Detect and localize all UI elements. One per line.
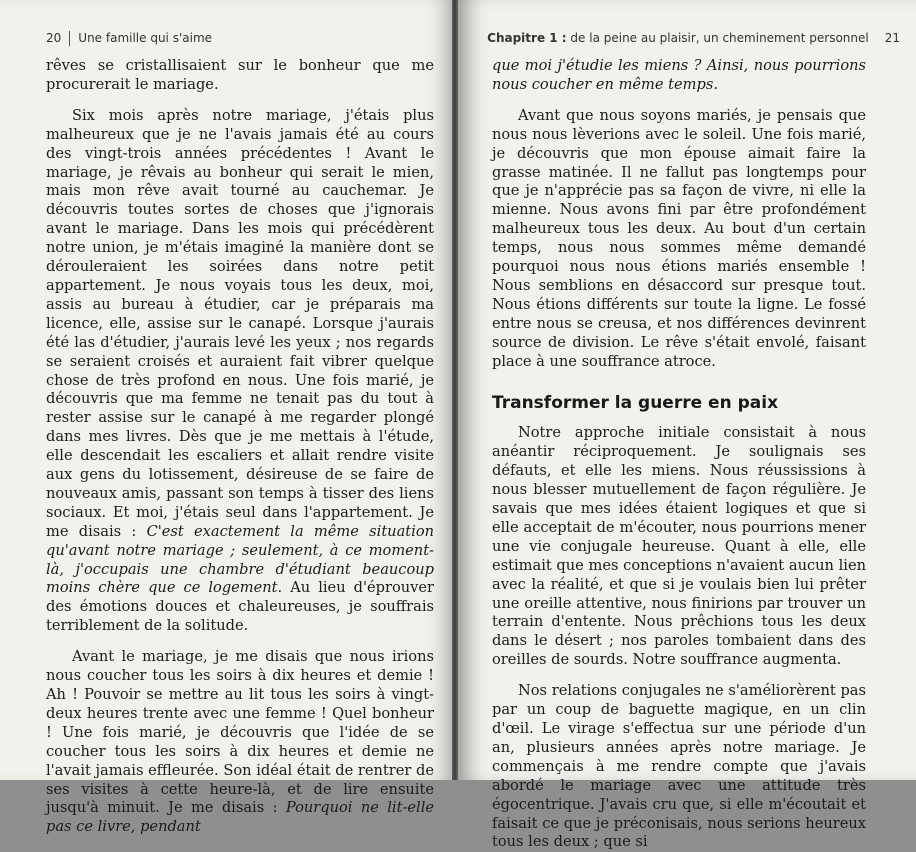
right-body-text bbox=[492, 57, 866, 852]
paragraph: Avant le mariage, je me disais que nous irions nous coucher tous les soirs à dix heures et demie ! Ah ! Pouvoir se mettre au lit tous les soirs à vingt-deux heures trente avec une femme ! Quel bonheur ! Une fois marié, je découvris que l'idée de se coucher tous les soirs à dix heures et demie ne l'avait jamais effleurée. Son idéal était de rentrer de ses visites à cette heure-là, et de lire ensuite jusqu'à minuit. Je me disais : Pourquoi ne lit-elle pas ce livre, pendant bbox=[46, 648, 434, 836]
paragraph: rêves se cristallisaient sur le bonheur que me procurerait le mariage. bbox=[46, 57, 434, 93]
left-running-title: Une famille qui s'aime bbox=[78, 31, 213, 45]
right-running-title: de la peine au plaisir, un cheminement personnel bbox=[570, 31, 869, 45]
paragraph: Notre approche initiale consistait à nous anéantir réciproquement. Je soulignais ses défauts, et elle les miens. Nous réussissions à nous blesser mutuellement de façon régulière. Je savais que mes idées étaient logiques et que si elle acceptait de m'écouter, nous pourrions mener une vie conjugale heureuse. Quant à elle, elle estimait que mes conceptions n'avaient aucun lien avec la réalité, et que si je voulais bien lui prêter une oreille attentive, nous finirions par trouver un terrain d'entente. Nous prêchions tous les deux dans le désert ; nos paroles tombaient dans des oreilles de sourds. Notre souffrance augmenta. bbox=[492, 424, 866, 669]
section-heading: Transformer la guerre en paix bbox=[492, 392, 779, 413]
italic-quote: que moi j'étudie les miens ? Ainsi, nous pourrions nous coucher en même temps. bbox=[492, 57, 866, 93]
running-title-chapter: Chapitre 1 : bbox=[487, 31, 567, 45]
italic-quote: Pourquoi ne lit-elle pas ce livre, pendant bbox=[46, 799, 434, 836]
paragraph: Nos relations conjugales ne s'améliorèrent pas par un coup de baguette magique, en un clin d'œil. Le virage s'effectua sur une période d'un an, plusieurs années après notre mariage. Je commençais à me rendre compte que j'avais abordé le mariage avec une attitude très égocentrique. J'avais cru que, si elle m'écoutait et faisait ce que je préconisais, nous serions heureux tous les deux ; que si bbox=[492, 682, 866, 851]
running-head-divider bbox=[69, 31, 70, 46]
left-page bbox=[0, 0, 452, 836]
left-running-head bbox=[46, 28, 442, 48]
left-page-number: 20 bbox=[46, 31, 62, 45]
right-running-head bbox=[487, 28, 904, 48]
italic-quote: C'est exactement la même situation qu'avant notre mariage ; seulement, à ce moment-là, j'occupais une chambre d'étudiant beaucoup moins chère que ce logement. bbox=[46, 522, 434, 597]
left-body-text bbox=[46, 57, 434, 837]
right-page bbox=[458, 0, 916, 851]
paragraph: Six mois après notre mariage, j'étais plus malheureux que je ne l'avais jamais été au cours des vingt-trois années précédentes ! Avant le mariage, je rêvais au bonheur qui serait le mien, mais mon rêve avait tourné au cauchemar. Je découvris toutes sortes de choses que j'ignorais avant le mariage. Dans les mois qui précédèrent notre union, je m'étais imaginé la manière dont se dérouleraient les soirées dans notre petit appartement. Je nous voyais tous les deux, moi, assis au bureau à étudier, car je préparais ma licence, elle, assise sur le canapé. Lorsque j'aurais été las d'étudier, j'aurais levé les yeux ; nos regards se seraient croisés et auraient fait vibrer quelque chose de très profond en nous. Une fois marié, je découvris que ma femme ne tenait pas du tout à rester assise sur le canapé à me regarder plongé dans mes livres. Dès que je me mettais à l'étude, elle descendait les escaliers et allait rendre visite aux gens du lotissement, désireuse de se faire de nouveaux amis, passant son temps à tisser des liens sociaux. Et moi, j'étais seul dans l'appartement. Je me disais : C'est exactement la même situation qu'avant notre mariage ; seulement, à ce moment-là, j'occupais une chambre d'étudiant beaucoup moins chère que ce logement. Au lieu d'éprouver des émotions douces et chaleureuses, je souffrais terriblement de la solitude. bbox=[46, 106, 434, 635]
right-page-number: 21 bbox=[884, 31, 900, 45]
paragraph bbox=[492, 57, 866, 95]
paragraph: Avant que nous soyons mariés, je pensais que nous nous lèverions avec le soleil. Une fois marié, je découvris que mon épouse aimait faire la grasse matinée. Il ne fallut pas longtemps pour que je n'apprécie pas sa façon de vivre, ni elle la mienne. Nous avons fini par être profondément malheureux tous les deux. Au bout d'un certain temps, nous nous sommes même demandé pourquoi nous nous étions mariés ensemble ! Nous semblions en désaccord sur presque tout. Nous étions différents sur toute la ligne. Le fossé entre nous se creusa, et nos différences devinrent source de division. Le rêve s'était envolé, faisant place à une souffrance atroce. bbox=[492, 106, 866, 370]
